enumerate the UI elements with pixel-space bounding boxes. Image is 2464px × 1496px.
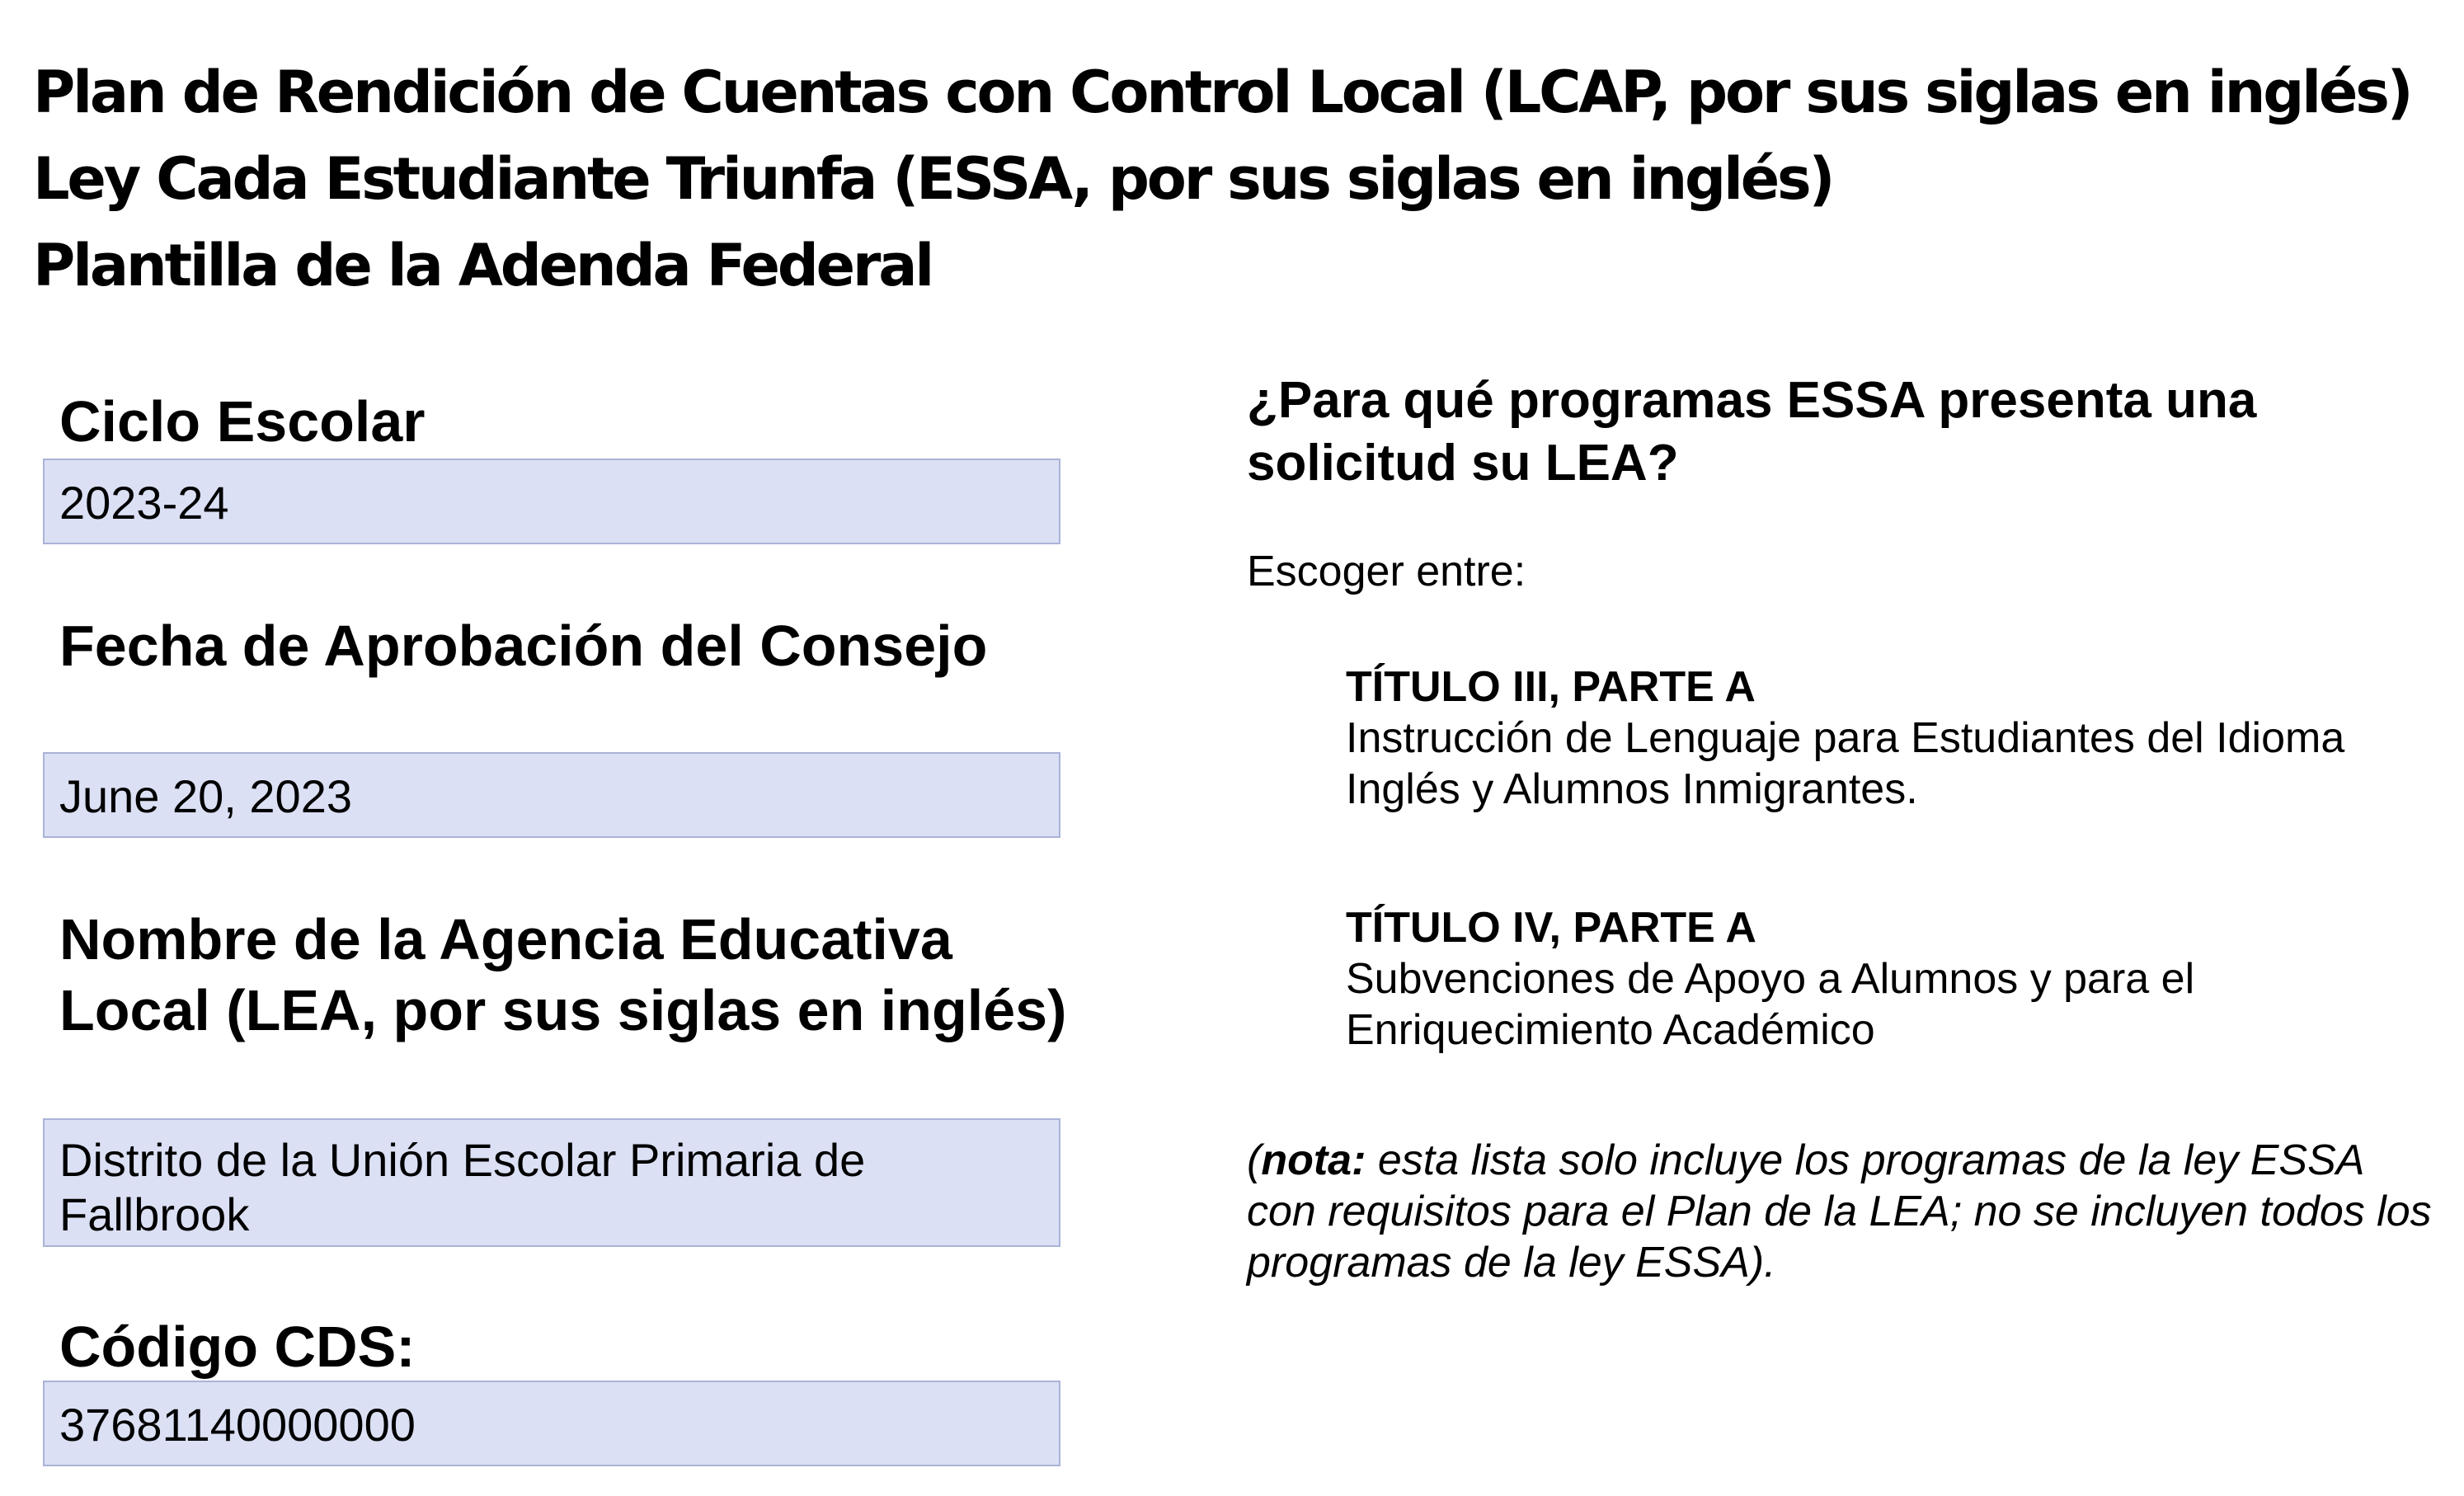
program-description: Instrucción de Lenguaje para Estudiantes del Idioma Inglés y Alumnos Inmigrantes. [1346,714,2345,813]
note-text: esta lista solo incluye los programas de la ley ESSA con requisitos para el Plan de la LEA; no se incluyen todos los programas de la ley ESSA). [1247,1136,2432,1287]
board-approval-date-label: Fecha de Aprobación del Consejo [59,614,988,678]
program-title: TÍTULO IV, PARTE A [1346,904,1756,952]
document-header [33,49,2424,309]
lea-name-field[interactable]: Distrito de la Unión Escolar Primaria de Fallbrook [43,1118,1060,1247]
school-year-label: Ciclo Escolar [59,389,426,454]
lea-name-label: Nombre de la Agencia Educativa Local (LEA, por sus siglas en inglés) [59,907,1067,1042]
header-title-lcap: Plan de Rendición de Cuentas con Control Local (LCAP, por sus siglas en inglés) [33,59,2411,126]
program-title: TÍTULO III, PARTE A [1346,663,1756,711]
cds-code-field[interactable]: 37681140000000 [43,1381,1060,1466]
program-description: Subvenciones de Apoyo a Alumnos y para el Enriquecimiento Académico [1346,955,2195,1054]
program-title-iv [1346,902,2434,1056]
programs-note [1247,1135,2434,1288]
note-open-paren: ( [1247,1136,1262,1184]
programs-question: ¿Para qué programas ESSA presenta una solicitud su LEA? [1247,372,2257,492]
cds-code-label: Código CDS: [59,1315,416,1379]
school-year-field[interactable]: 2023-24 [43,459,1060,544]
header-title-addendum: Plantilla de la Adenda Federal [33,232,933,299]
header-title-essa: Ley Cada Estudiante Triunfa (ESSA, por sus siglas en inglés) [33,145,1833,213]
board-approval-date-field[interactable]: June 20, 2023 [43,752,1060,838]
note-label: nota: [1261,1136,1366,1184]
program-title-iii [1346,661,2434,815]
choose-label: Escoger entre: [1247,548,1526,595]
